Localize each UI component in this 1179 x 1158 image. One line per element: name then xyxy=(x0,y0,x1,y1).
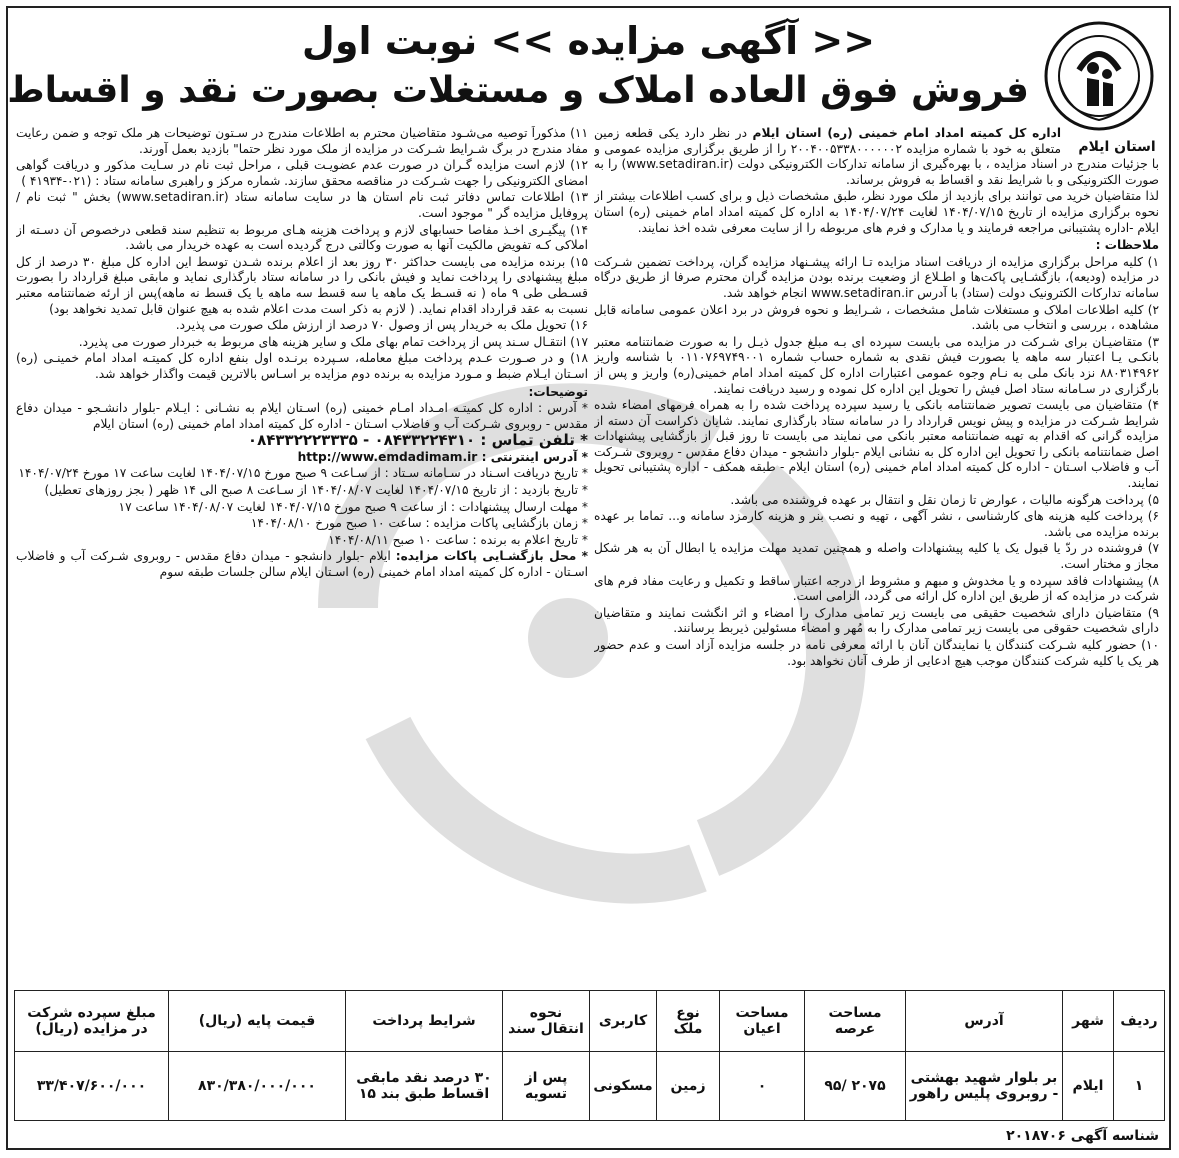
phone-value: ۰۸۴۳۳۲۲۴۳۱۰ - ۰۸۴۳۳۲۲۲۳۳۳۵ xyxy=(247,431,476,450)
note-item: ۷) فروشنده در ردّ یا قبول یک یا کلیه پیشنهادات واصله و همچنین تمدید مهلت مزایده یا ابطال آن به هر شکل مجاز و مختار است. xyxy=(594,541,1159,572)
note-item: ۱۲) لازم است مزایده گـران در صورت عدم عضویـت قبلی ، مراحل ثبت نام در سـایت مذکور و دریافت گواهی امضای الکترونیکی را جهت شـرکت در مناقصه محقق سازند. شماره مرکز و راهبری سامانه ستاد : (۰۲۱-۴۱۹۳۴ ) xyxy=(16,158,588,188)
property-table xyxy=(14,990,1165,1121)
note-item: ۳) متقاضیـان برای شـرکت در مزایده می بایست سپرده ای بـه مبلغ جدول ذیـل را به صورت ضمانتنامه معتبر بانکـی یـا اعتبار سه ماهه یا بصورت فیش نقدی به شماره حساب شماره ۰۱۱۰۷۶۹۷۴۹۰۰۱ با شناسه واریز ۸۸۰۳۱۴۹۶۲ نزد بانک ملی به نـام وجوه عمومی اعتبارات اداره کل کمیته امداد امام خمینی(ره) واریز و پس از بارگزاری در سـامانه ستاد اصل فیش را تحویل این اداره کل نموده و رسید دریافت نمایند. xyxy=(594,334,1159,396)
explanation-doc-date: * تاریخ دریافت اسـناد در سـامانه سـتاد : از سـاعت ۹ صبح مورخ ۱۴۰۴/۰۷/۱۵ لغایت ساعت ۱۷ مورخ ۱۴۰۴/۰۷/۲۴ xyxy=(18,466,588,481)
cell-city: ایلام xyxy=(1063,1052,1114,1121)
left-column xyxy=(16,126,588,986)
explanation-location xyxy=(16,549,588,580)
explanation-web xyxy=(16,450,588,466)
cell-address: بر بلوار شهید بهشتی - روبروی پلیس راهور xyxy=(906,1052,1063,1121)
table-row xyxy=(15,1052,1165,1121)
explanation-phone xyxy=(16,433,588,449)
note-item: ۶) پرداخت کلیه هزینه های کارشناسی ، نشر آگهی ، تهیه و نصب بنر و هزینه کارمزد سامانه و... تماما بر عهده برنده مزایده می باشد. xyxy=(594,509,1159,539)
note-item: ۱۶) تحویل ملک به خریدار پس از وصول ۷۰ درصد از ارزش ملک صورت می پذیرد. xyxy=(175,318,588,333)
note-item: ۱۷) انتقـال سـند پس از پرداخت تمام بهای ملک و سایر هزینه های مربوط به خبردار صورت می پذیرد. xyxy=(78,334,588,349)
note-item: ۵) پرداخت هرگونه مالیات ، عوارض تا زمان نقل و انتقال بر عهده فروشنده می باشد. xyxy=(730,492,1159,507)
note-item: ۲) کلیه اطلاعات املاک و مستغلات شامل مشخصات ، شـرایط و نحوه فروش در برد اعلان عمومی سامانه قابل مشاهده ، بررسی و انتخاب می باشد. xyxy=(594,302,1159,333)
header-payment-terms: شرایط پرداخت xyxy=(346,991,503,1052)
header-usage: کاربری xyxy=(590,991,657,1052)
web-label: * آدرس اینترنتی : xyxy=(481,449,588,464)
location-value: ایلام -بلوار دانشجو - میدان دفاع مقدس - روبروی شـرکت آب و فاضلاب اسـتان - اداره کل کمیته امداد امام خمینی (ره) اسـتان ایلام سالن جلسات طبقه سوم xyxy=(16,549,588,580)
intro-text: در نظر دارد یکی قطعه زمین متعلق به خود با شماره مزایده ۲۰۰۴۰۰۵۳۳۸۰۰۰۰۰۰۲ را از طریق برگزاری مزایده عمومی و با جزئیات مندرج در اسناد مزایده ، با بهره‌گیری از سامانه تدارکات الکترونیکی دولت (www.setadiran.ir) را به صورت الکترونیکی و با شرایط نقد و اقساط به فروش برساند. xyxy=(594,126,1159,187)
header-deposit: مبلغ سپرده شرکت در مزایده (ریال) xyxy=(15,991,169,1052)
cell-land-area: ۲۰۷۵ /۹۵ xyxy=(805,1052,906,1121)
table-header-row xyxy=(15,991,1165,1052)
relief-committee-logo-icon xyxy=(1043,20,1155,132)
auction-notice xyxy=(6,6,1171,1150)
title-line2: فروش فوق العاده املاک و مستغلات بصورت نقد و اقساط xyxy=(7,70,1029,111)
notes-heading: ملاحظات : xyxy=(1095,238,1159,253)
header-address: آدرس xyxy=(906,991,1063,1052)
cell-property-type: زمین xyxy=(657,1052,720,1121)
cell-transfer-method: پس از تسویه xyxy=(503,1052,590,1121)
header xyxy=(8,16,1169,126)
phone-label: * تلفن تماس : xyxy=(480,431,588,450)
note-item: ۸) پیشنهادات فاقد سپرده و یا مخدوش و مبهم و مشروط از درجه اعتبار ساقط و تکمیل و رعایت مفاد فرم های شرکت در مزایده که از طریق این اداره کل ارائه می گردد، الزامی است. xyxy=(594,573,1159,604)
note-item: ۱۱) مذکوراً توصیه می‌شـود متقاضیان محترم به اطلاعات مندرج در سـتون توضیحات هر ملک توجه و ضمن رعایت مفاد مندرج در برگ شـرایط شـرکت در مزایده از ملک مورد نظر حتما" بازدید بعمل آورند. xyxy=(16,126,588,156)
right-column xyxy=(594,126,1159,986)
intro-org: اداره کل کمیته امداد امام خمینی (ره) استان ایلام xyxy=(752,126,1062,140)
explanation-announce: * تاریخ اعلام به برنده : ساعت ۱۰ صبح ۱۴۰۴/۰۸/۱۱ xyxy=(328,532,588,547)
note-item: ۴) متقاضیان می بایست تصویر ضمانتنامه بانکی یا رسید سپرده پرداخت شده را به همراه فرمهای امضاء شده شرایط شـرکت در مزایده و پیش نویس قرارداد را در سامانه ستاد بارگذاری نمایند. شایان ذکراست آن دسته از مزایده گرانی که اقدام به تهیه ضمانتنامه معتبر بانکی می نمایند می بایست تا روز قبل از بازگشایی پیشنهادات اصل ضمانتنامه بانکی را تحویل این اداره کل به نشانی ایلام -بلوار دانشجو - میدان دفاع مقدس - روبروی شـرکت آب و فاضلاب اسـتان - اداره کل کمیته امداد امام خمینی (ره) استان ایلام - طبقه همکف - اداره پشتیبانی تحویل نمایند. xyxy=(594,398,1159,491)
location-label: * محل بازگشـایی پاکات مزایده: xyxy=(395,549,588,564)
cell-deposit: ۳۳/۴۰۷/۶۰۰/۰۰۰ xyxy=(15,1052,169,1121)
cell-building-area: ۰ xyxy=(720,1052,805,1121)
ad-id: شناسه آگهی ۲۰۱۸۷۰۶ xyxy=(1006,1128,1159,1144)
explanation-opening: * زمان بازگشایی پاکات مزایده : ساعت ۱۰ صبح مورخ ۱۴۰۴/۰۸/۱۰ xyxy=(250,516,588,531)
cell-base-price: ۸۳۰/۳۸۰/۰۰۰/۰۰۰ xyxy=(169,1052,346,1121)
explanation-address: * آدرس : اداره کل کمیتـه امـداد امـام خمینی (ره) اسـتان ایلام به نشـانی : ایـلام -بلوار دانشـجو - میدان دفاع مقدس - روبروی شـرکت آب و فاضلاب اسـتان - اداره کل کمیته امداد امام خمینی (ره) استان ایلام xyxy=(16,401,588,431)
note-item: ۱۰) حضور کلیه شـرکت کنندگان یا نمایندگان آنان با ارائه معرفی نامه در جلسه مزایده آزاد است و عدم حضور هر یک یا کلیه شرکت کنندگان موجب هیچ ادعایی از طرف آنان نخواهد بود. xyxy=(594,638,1159,668)
header-building-area: مساحت اعیان xyxy=(720,991,805,1052)
header-property-type: نوع ملک xyxy=(657,991,720,1052)
note-item: ۱۴) پیگیـری اخـذ مفاصا حسابهای لازم و پرداخت هزینه هـای مربوط به تنظیم سند قطعی درخصوص آن دسـته از املاکی کـه تفویض مالکیت آنها به صورت وکالتی درج گردیده است به عهده خریدار می باشد. xyxy=(16,222,588,253)
header-land-area: مساحت عرصه xyxy=(805,991,906,1052)
note-item: ۹) متقاضیان دارای شخصیت حقیقی می بایست زیر تمامی مدارک را امضاء و اثر انگشت نمایند و متقاضیان دارای شخصیت حقوقی می بایست زیر تمامی مدارک را به مُهر و امضاء مسئولین ذیربط برسانند. xyxy=(594,605,1159,636)
province-label: استان ایلام xyxy=(1078,139,1156,155)
cell-row-num: ۱ xyxy=(1114,1052,1165,1121)
explanation-deadline: * مهلت ارسال پیشنهادات : از ساعت ۹ صبح مورخ ۱۴۰۴/۰۷/۱۵ لغایت ۱۴۰۴/۰۸/۰۷ ساعت ۱۷ xyxy=(118,499,588,514)
header-city: شهر xyxy=(1063,991,1114,1052)
note-item: ۱۸) و در صـورت عـدم پرداخت مبلغ معامله، سـپرده برنـده اول بنفع اداره کل کمیتـه امداد امام خمینـی (ره) اسـتان ایـلام ضبط و مـورد مزایده به برنده دوم مزایده بر اسـاس بالاترین قیمت واگذار خواهد شد. xyxy=(16,351,588,381)
note-item: ۱) کلیه مراحل برگزاری مزایده از دریافت اسناد مزایده تـا ارائه پیشـنهاد مزایده گران، پرداخت تضمین شـرکت در مزایده (ودیعه)، بازگشـایی پاکت‌ها و اطـلاع از وضعیت برنده بودن مزایده گران محترم صرفا از طریق درگاه سامانه تدارکات الکترونیک دولت (ستاد) با آدرس www.setadiran.ir انجام خواهد شد. xyxy=(594,254,1159,300)
title-line1: << آگهی مزایده >> نوبت اول xyxy=(301,19,876,63)
cell-payment-terms: ۳۰ درصد نقد مابقی اقساط طبق بند ۱۵ xyxy=(346,1052,503,1121)
header-row-num: ردیف xyxy=(1114,991,1165,1052)
web-link[interactable]: http://www.emdadimam.ir xyxy=(297,449,478,464)
intro-text2: لذا متقاضیان خرید می توانند برای بازدید از ملک مورد نظر، طبق مشخصات ذیل و برای کسب اطلاعات بیشتر از نحوه برگزاری مزایده از تاریخ ۱۴۰۴/۰۷/۱۵ لغایت ۱۴۰۴/۰۷/۲۴ به اداره کل کمیته امداد امام خمینی (ره) استان ایلام -اداره پشتیبانی مراجعه فرمایند و یا مدارک و فرم های مربوطه را از سایت معرفی شده اخذ نمایند. xyxy=(594,189,1159,235)
explanations-heading: توضیحات: xyxy=(528,384,588,399)
cell-usage: مسکونی xyxy=(590,1052,657,1121)
explanation-visit-date: * تاریخ بازدید : از تاریخ ۱۴۰۴/۰۷/۱۵ لغایت ۱۴۰۴/۰۸/۰۷ از سـاعت ۸ صبح الی ۱۴ ظهر ( بجز روزهای تعطیل) xyxy=(44,483,588,498)
header-transfer-method: نحوه انتقال سند xyxy=(503,991,590,1052)
note-item: ۱۳) اطلاعات تماس دفاتر ثبت نام استان ها در سایت سامانه ستاد (www.setadiran.ir) بخش " ثبت نام / پروفایل مزایده گر " موجود است. xyxy=(16,190,588,220)
note-item: ۱۵) برنده مزایده می بایست حداکثر ۳۰ روز بعد از اعلام برنده شـدن توسط این اداره کل مبلغ ۳۰ درصد از کل مبلغ پیشنهادی را پرداخت نماید و فیش بانکی را در سامانه ستاد بارگذاری نماید و مابقی مبلغ قرارداد را بصورت قسـطی طی ۹ ماه ( نه قسـط یک ماهه یا سه قسط سه ماهه یا یک قسط نه ماهه)پس از ارئه ضمانتنامه معتبر نسبت به عقد قرارداد اقدام نماید. ( لازم به ذکر است مدت اعلام شده به هیچ عنوان قابل تمدید نخواهد بود) xyxy=(16,254,588,316)
header-base-price: قیمت پایه (ریال) xyxy=(169,991,346,1052)
